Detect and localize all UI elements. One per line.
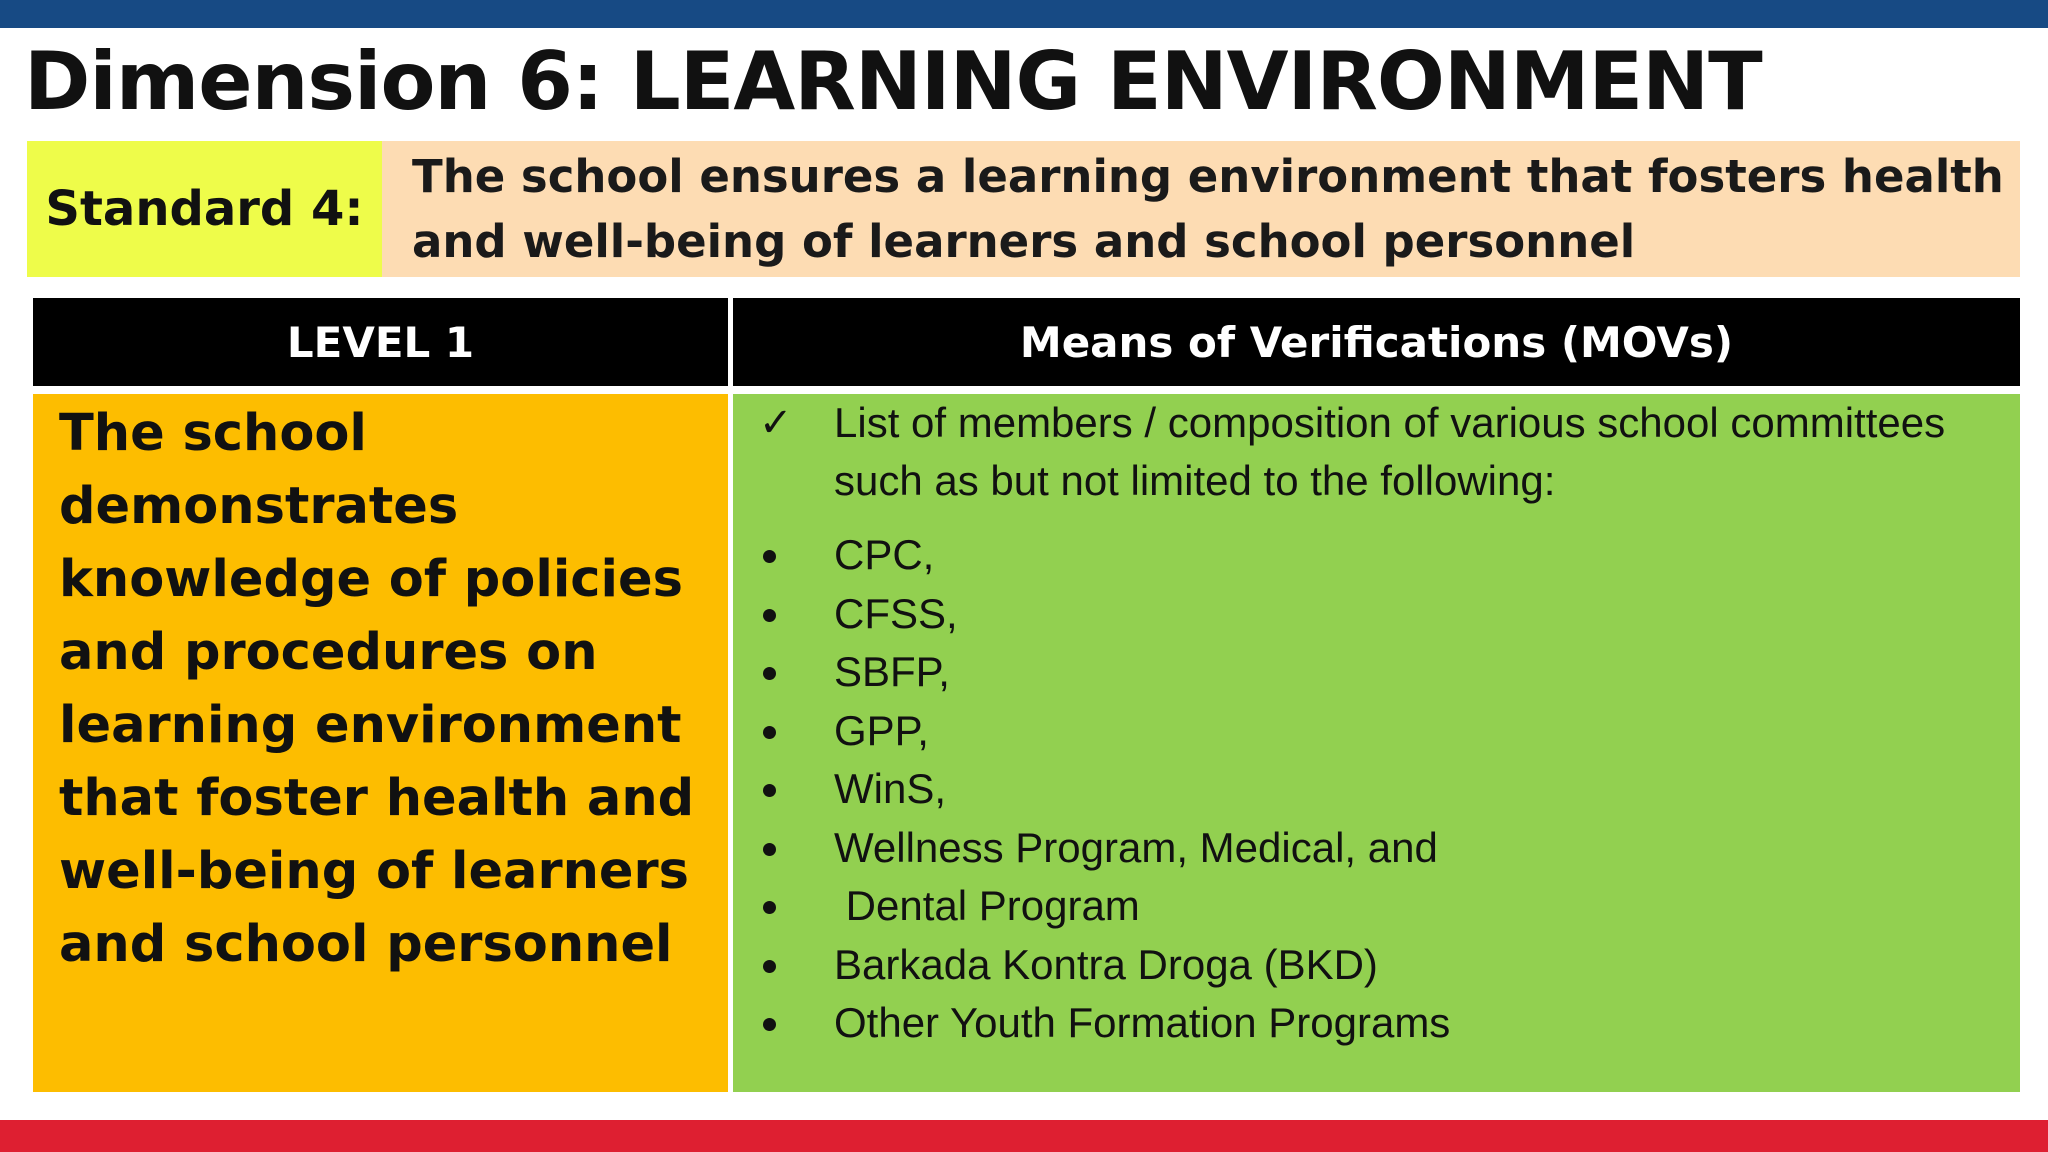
standard-statement: The school ensures a learning environment that fosters health and well-being of learners and school personnel bbox=[382, 141, 2020, 277]
movs-cell bbox=[733, 394, 2020, 1092]
mov-item-text: Wellness Program, Medical, and bbox=[834, 823, 1438, 871]
page-title: Dimension 6: LEARNING ENVIRONMENT bbox=[24, 35, 1762, 128]
criteria-table bbox=[33, 298, 2020, 1092]
mov-item-text: CFSS, bbox=[834, 589, 958, 637]
bullet-icon bbox=[763, 1018, 776, 1031]
standard-label: Standard 4: bbox=[27, 141, 382, 277]
list-item bbox=[733, 702, 2020, 761]
level-cell bbox=[33, 394, 728, 1092]
level-description: The school demonstrates knowledge of policies and procedures on learning environment that foster health and well-being of learners and school personnel bbox=[59, 404, 695, 974]
list-item bbox=[733, 877, 2020, 936]
mov-item-text: WinS, bbox=[834, 765, 947, 812]
mov-list bbox=[733, 526, 2020, 1053]
mov-intro-text: List of members / composition of various school committees such as but not limited to the following: bbox=[834, 399, 1946, 504]
bullet-icon bbox=[763, 784, 776, 797]
list-item bbox=[733, 994, 2020, 1053]
bullet-icon bbox=[763, 901, 776, 914]
mov-item-text: CPC, bbox=[834, 531, 935, 578]
bottom-accent-bar bbox=[0, 1120, 2048, 1152]
list-item bbox=[733, 526, 2020, 585]
mov-item-text: Dental Program bbox=[834, 882, 1140, 929]
column-header-level: LEVEL 1 bbox=[33, 298, 728, 386]
column-header-movs: Means of Verifications (MOVs) bbox=[733, 298, 2020, 386]
bullet-icon bbox=[763, 726, 776, 739]
list-item bbox=[733, 643, 2020, 702]
list-item bbox=[733, 760, 2020, 819]
bullet-icon bbox=[763, 609, 776, 622]
bullet-icon bbox=[763, 960, 776, 973]
mov-item-text: SBFP, bbox=[834, 648, 950, 695]
top-accent-bar bbox=[0, 0, 2048, 28]
checkmark-icon: ✓ bbox=[759, 400, 793, 446]
bullet-icon bbox=[763, 550, 776, 563]
mov-item-text: GPP, bbox=[834, 706, 929, 754]
bullet-icon bbox=[763, 667, 776, 680]
list-item bbox=[733, 819, 2020, 878]
bullet-icon bbox=[763, 843, 776, 856]
mov-item-text: Other Youth Formation Programs bbox=[834, 999, 1451, 1046]
list-item bbox=[733, 936, 2020, 995]
list-item bbox=[733, 585, 2020, 644]
standard-banner bbox=[27, 141, 2020, 277]
mov-item-text: Barkada Kontra Droga (BKD) bbox=[834, 940, 1378, 988]
